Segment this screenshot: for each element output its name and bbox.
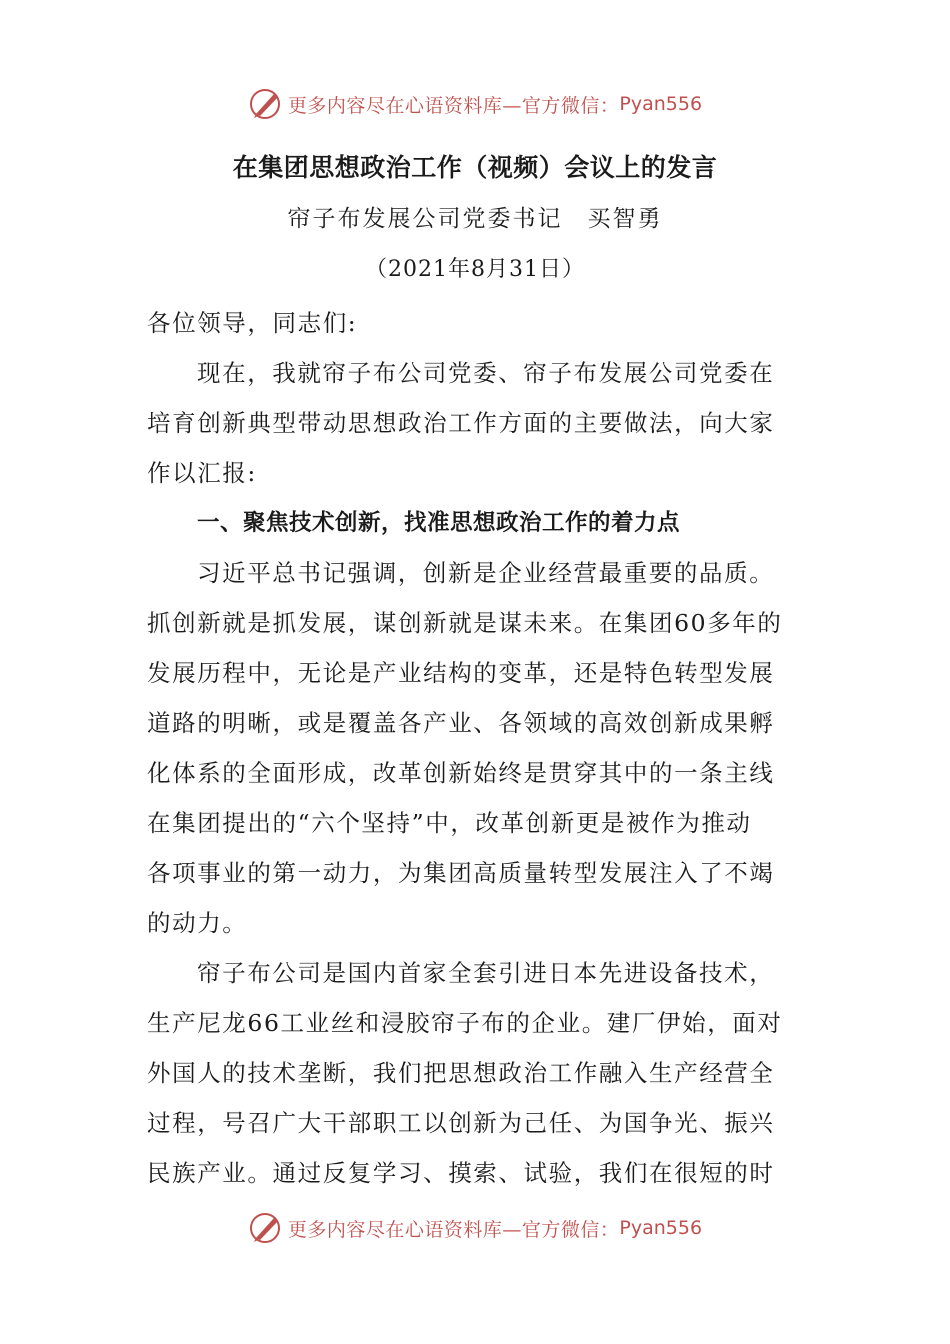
document-body: [147, 298, 807, 1198]
body-text-line: 过程，号召广大干部职工以创新为己任、为国争光、振兴: [147, 1109, 775, 1137]
body-text-line: 的动力。: [147, 909, 248, 937]
watermark-text: 更多内容尽在心语资料库—官方微信：: [287, 1218, 620, 1241]
pen-logo-icon: [248, 1210, 284, 1246]
body-text-line: 现在，我就帘子布公司党委、帘子布发展公司党委在: [197, 359, 775, 387]
document-title: 在集团思想政治工作（视频）会议上的发言: [232, 153, 718, 182]
body-text-line: 作以汇报:: [147, 459, 257, 487]
body-text-line: 外国人的技术垄断，我们把思想政治工作融入生产经营全: [147, 1059, 775, 1087]
body-text-line: 培育创新典型带动思想政治工作方面的主要做法，向大家: [147, 409, 775, 437]
body-text-line: 道路的明晰，或是覆盖各产业、各领域的高效创新成果孵: [147, 709, 775, 737]
body-text-line: 抓创新就是抓发展，谋创新就是谋未来。在集团60多年的: [147, 609, 783, 637]
body-text-line: 在集团提出的“六个坚持”中，改革创新更是被作为推动: [147, 809, 752, 837]
body-text-line: 发展历程中，无论是产业结构的变革，还是特色转型发展: [147, 659, 775, 687]
document-author: 帘子布发展公司党委书记 买智勇: [287, 206, 663, 232]
section-heading: 一、聚焦技术创新，找准思想政治工作的着力点: [197, 510, 681, 536]
body-text-line: 民族产业。通过反复学习、摸索、试验，我们在很短的时: [147, 1159, 775, 1187]
watermark-banner-bottom: [0, 1206, 950, 1250]
body-text-line: 习近平总书记强调，创新是企业经营最重要的品质。: [197, 559, 775, 587]
body-text-line: 化体系的全面形成，改革创新始终是贯穿其中的一条主线: [147, 759, 775, 787]
watermark-wechat-id: Pyan556: [619, 93, 703, 115]
watermark-text: 更多内容尽在心语资料库—官方微信：: [287, 94, 620, 117]
pen-logo-icon: [248, 86, 284, 122]
body-text-line: 各项事业的第一动力，为集团高质量转型发展注入了不竭: [147, 859, 775, 887]
document-date: （2021年8月31日）: [365, 257, 585, 282]
body-text-line: 帘子布公司是国内首家全套引进日本先进设备技术，: [197, 959, 775, 987]
watermark-banner-top: [0, 82, 950, 126]
body-text-line: 各位领导，同志们:: [147, 309, 358, 337]
body-text-line: 生产尼龙66工业丝和浸胶帘子布的企业。建厂伊始，面对: [147, 1009, 783, 1037]
watermark-wechat-id: Pyan556: [619, 1217, 703, 1239]
